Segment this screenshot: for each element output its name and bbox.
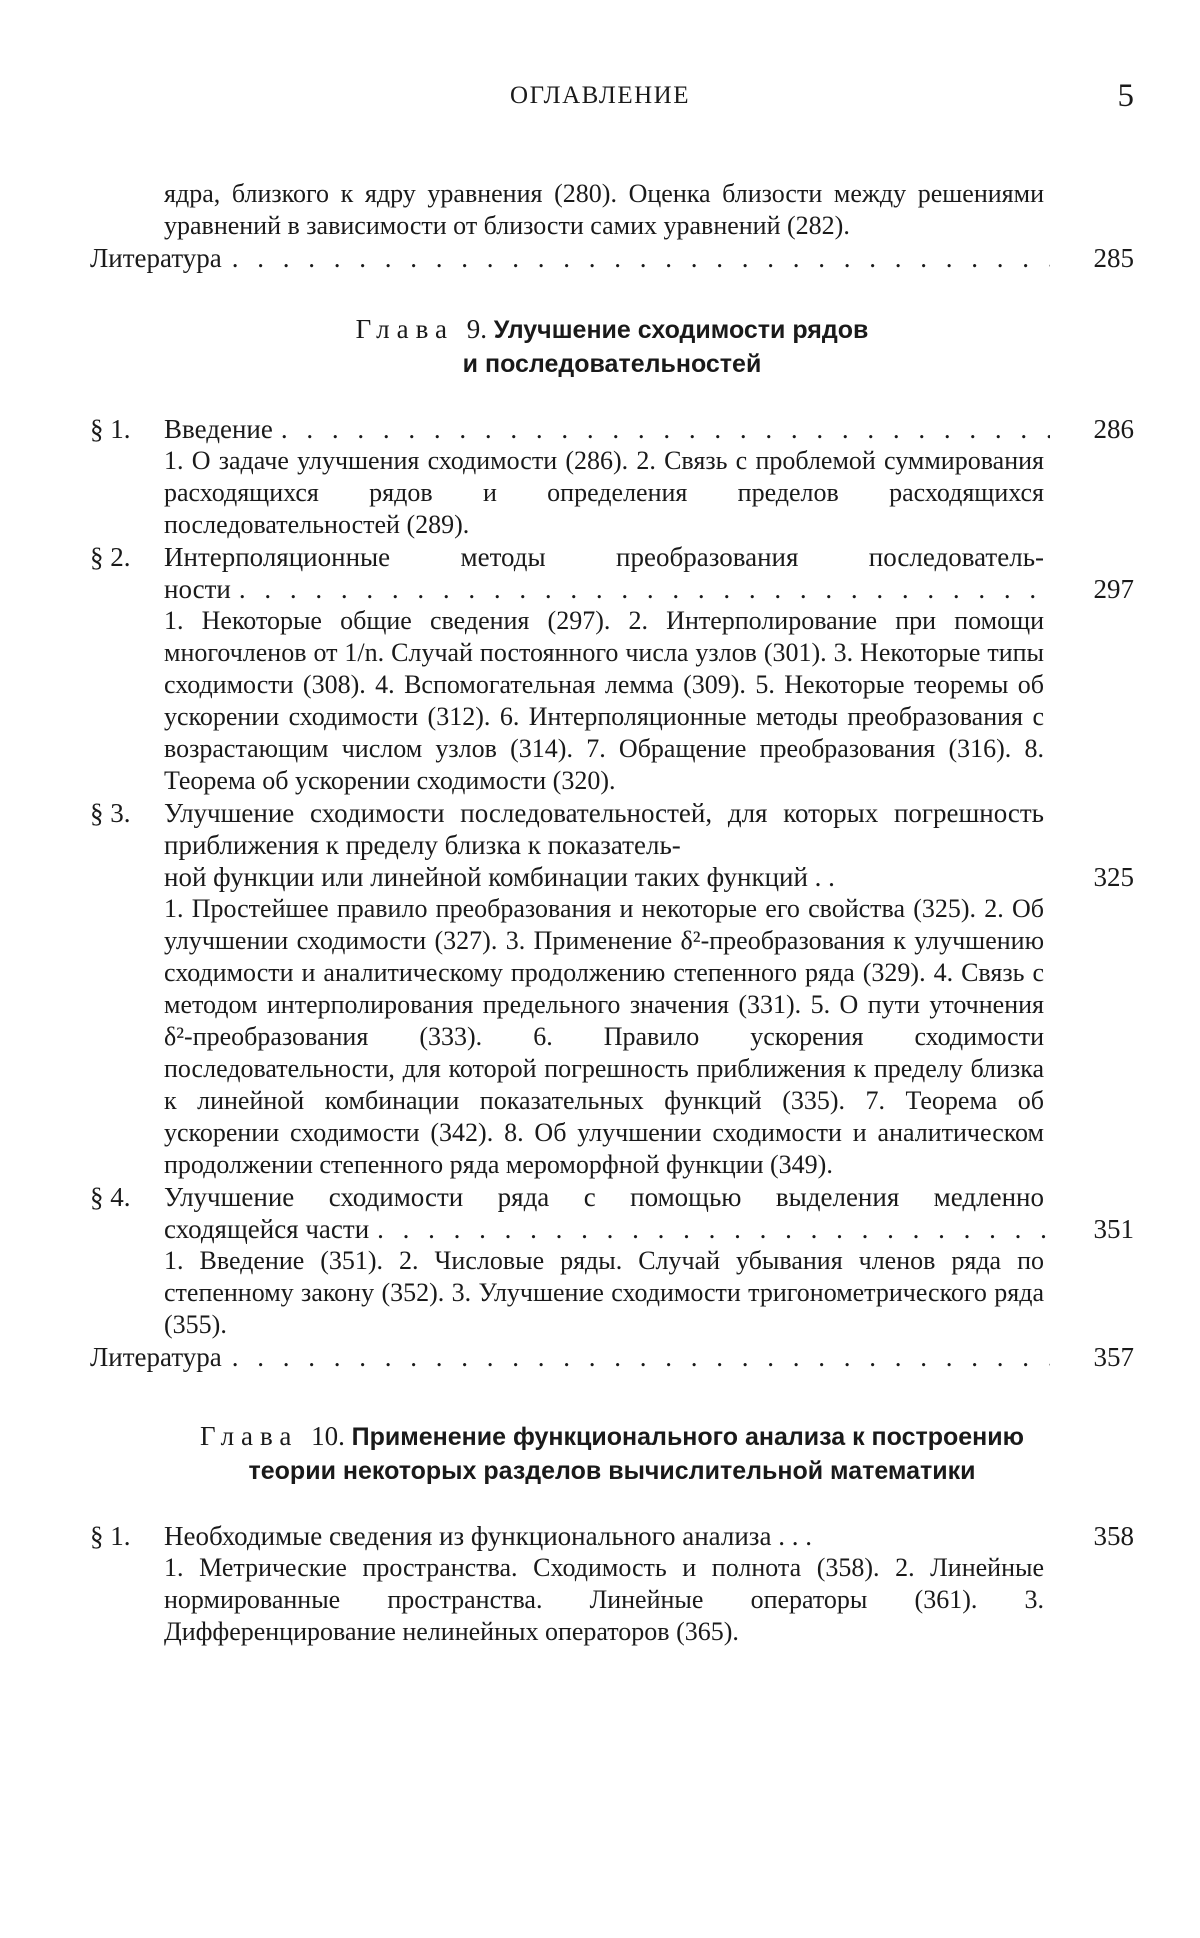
section-subtopics: 1. Простейшее правило преобразования и некоторые его свойства (325). 2. Об улучшении сходимости (327). 3. Применение δ²-преобразования к улучшению сходимости и аналитическому продолжению степенного ряда (329). 4. Связь с методом интерполирования предельного значения (331). 5. О пути уточнения δ²-преобразования (333). 6. Правило ускорения сходимости последовательности, для которой погрешность приближения к пределу близка к линейной комбинации показательных функций (335). 7. Теорема об ускорении сходимости (342). 8. Об улучшении сходимости и аналитическом продолжении степенного ряда мероморфной функции (349). (164, 894, 1044, 1179)
dot-leader (281, 413, 1050, 445)
section-subtopics: 1. Некоторые общие сведения (297). 2. Интерполирование при помощи многочленов от 1/n. Случай постоянного числа узлов (301). 3. Некоторые типы сходимости (308). 4. Вспомогательная лемма (309). 5. Некоторые теоремы об ускорении сходимости (312). 6. Интерполяционные методы преобразования с возрастающим числом узлов (314). 7. Обращение преобразования (316). 8. Теорема об ускорении сходимости (320). (164, 606, 1044, 795)
section-number: § 1. (90, 414, 131, 444)
section-entry (90, 797, 1134, 1181)
dot-leader (239, 573, 1050, 605)
section-subtopics: 1. Введение (351). 2. Числовые ряды. Случай убывания членов ряда по степенному закону (352). 3. Улучшение сходимости тригонометрического ряда (355). (164, 1246, 1044, 1339)
section-title-line2: сходящейся части (164, 1214, 370, 1244)
continuation-text: ядра, близкого к ядру уравнения (280). Оценка близости между решениями уравнений в зависимости от близости самих уравнений (282). (164, 179, 1044, 240)
chapter-word: Глава (199, 1421, 299, 1451)
literature-label: Литература (90, 243, 222, 273)
chapter-title-line1: Улучшение сходимости рядов (493, 316, 869, 344)
chapter-number: 9. (466, 314, 487, 344)
section-entry (90, 413, 1134, 541)
section-title-line1: Улучшение сходимости ряда с помощью выделения медленно (164, 1182, 1044, 1212)
section-entry (90, 541, 1134, 797)
literature-label: Литература (90, 1342, 222, 1372)
section-subtopics: 1. О задаче улучшения сходимости (286). 2. Связь с проблемой суммирования расходящихся рядов и определения пределов расходящихся последовательностей (289). (164, 446, 1044, 539)
section-number: § 1. (90, 1521, 131, 1551)
section-page: 286 (1093, 414, 1134, 444)
section-title: Введение (164, 414, 273, 444)
literature-page: 357 (1093, 1342, 1134, 1372)
section-title-line1: Интерполяционные методы преобразования последователь- (164, 542, 1044, 572)
section-subtopics: 1. Метрические пространства. Сходимость и полнота (358). 2. Линейные нормированные пространства. Линейные операторы (361). 3. Дифференцирование нелинейных операторов (365). (164, 1553, 1044, 1646)
section-page: 358 (1093, 1521, 1134, 1551)
section-entry (90, 1520, 1134, 1648)
table-of-contents (90, 178, 1134, 1648)
section-page: 325 (1093, 862, 1134, 892)
literature-page: 285 (1093, 243, 1134, 273)
chapter-title-line1: Применение функционального анализа к построению (351, 1423, 1024, 1451)
running-head (0, 78, 1200, 122)
dot-leader (232, 1341, 1050, 1373)
dot-leader (377, 1213, 1050, 1245)
chapter-title-line2: теории некоторых разделов вычислительной математики (248, 1457, 976, 1485)
chapter-title-line2: и последовательностей (462, 350, 762, 378)
section-entry (90, 1181, 1134, 1341)
section-number: § 3. (90, 798, 131, 828)
section-page: 297 (1093, 574, 1134, 604)
running-title: ОГЛАВЛЕНИЕ (510, 82, 690, 109)
section-title-line1: Улучшение сходимости последовательностей, для которых погрешность приближения к пределу близка к показатель- (164, 798, 1044, 860)
literature-entry (90, 242, 1134, 274)
section-number: § 4. (90, 1182, 131, 1212)
chapter-number: 10. (311, 1421, 345, 1451)
section-page: 351 (1093, 1214, 1134, 1244)
chapter-9-heading (90, 312, 1134, 381)
dot-leader (232, 242, 1050, 274)
section-title-line2: ности (164, 574, 231, 604)
chapter-10-heading (90, 1419, 1134, 1488)
chapter-word: Глава (355, 314, 454, 344)
section-title: Необходимые сведения из функционального анализа . . . (164, 1521, 812, 1551)
literature-entry (90, 1341, 1134, 1373)
section-title-line2: ной функции или линейной комбинации таких функций . . (164, 862, 835, 892)
page-number: 5 (1117, 78, 1134, 114)
section-number: § 2. (90, 542, 131, 572)
